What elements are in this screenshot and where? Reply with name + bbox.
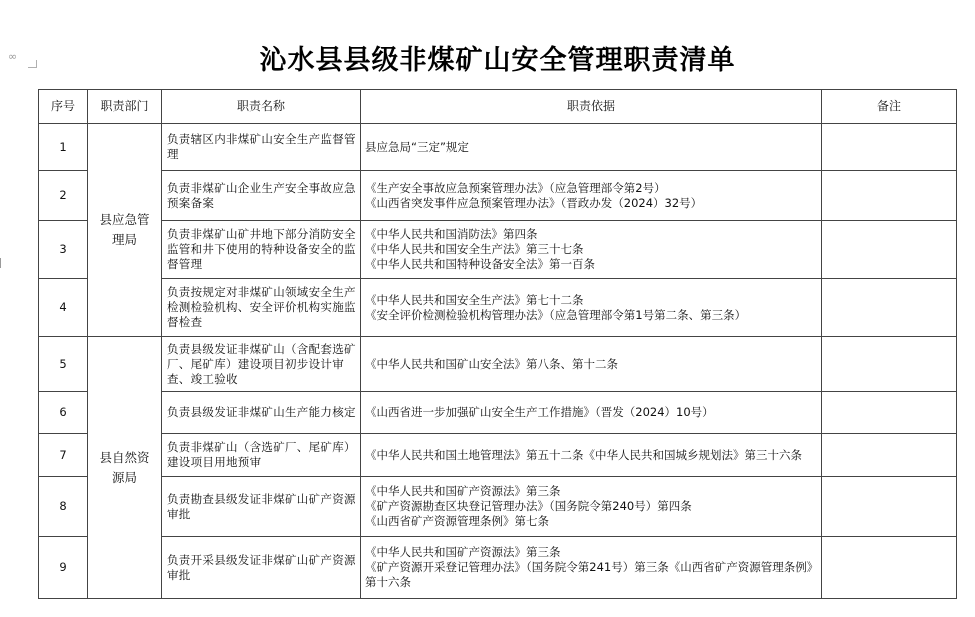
row-duty-name: 负责县级发证非煤矿山（含配套选矿厂、尾矿库）建设项目初步设计审查、竣工验收 (162, 337, 361, 392)
row-duty-name: 负责非煤矿山（含选矿厂、尾矿库）建设项目用地预审 (162, 434, 361, 477)
basis-line: 《矿产资源勘查区块登记管理办法》（国务院令第240号）第四条 (365, 499, 692, 513)
basis-line: 《山西省突发事件应急预案管理办法》（晋政办发（2024）32号） (365, 195, 703, 210)
row-basis (361, 337, 822, 392)
row-remark (822, 124, 957, 171)
row-duty-name: 负责开采县级发证非煤矿山矿产资源审批 (162, 537, 361, 599)
table-row (39, 477, 957, 537)
row-seq: 9 (39, 537, 88, 599)
row-basis (361, 221, 822, 279)
row-duty-name: 负责勘查县级发证非煤矿山矿产资源审批 (162, 477, 361, 537)
basis-line: 《山西省矿产资源管理条例》第七条 (365, 514, 549, 528)
row-remark (822, 392, 957, 434)
row-duty-name: 负责按规定对非煤矿山领域安全生产检测检验机构、安全评价机构实施监督检查 (162, 279, 361, 337)
row-basis (361, 171, 822, 221)
row-duty-name: 负责县级发证非煤矿山生产能力核定 (162, 392, 361, 434)
page-edge-mark (0, 258, 5, 268)
basis-line: 《中华人民共和国土地管理法》第五十二条《中华人民共和国城乡规划法》第三十六条 (365, 447, 802, 462)
row-basis (361, 537, 822, 599)
basis-line: 《中华人民共和国安全生产法》第三十七条 (365, 242, 584, 256)
header-seq: 序号 (39, 90, 88, 124)
row-seq: 1 (39, 124, 88, 171)
table-row (39, 221, 957, 279)
basis-line: 《中华人民共和国矿山安全法》第八条、第十二条 (365, 356, 618, 371)
row-remark (822, 434, 957, 477)
row-remark (822, 171, 957, 221)
row-seq: 4 (39, 279, 88, 337)
basis-line: 《中华人民共和国矿产资源法》第三条 (365, 545, 561, 559)
duty-list-table (38, 89, 957, 599)
row-basis (361, 434, 822, 477)
row-remark (822, 477, 957, 537)
row-seq: 3 (39, 221, 88, 279)
row-remark (822, 221, 957, 279)
basis-line: 《山西省进一步加强矿山安全生产工作措施》（晋发（2024）10号） (365, 405, 714, 419)
basis-line: 《中华人民共和国矿产资源法》第三条 (365, 484, 561, 498)
table-row (39, 434, 957, 477)
basis-line: 《矿产资源开采登记管理办法》（国务院令第241号）第三条《山西省矿产资源管理条例》第十六条 (365, 560, 813, 589)
table-row (39, 392, 957, 434)
header-name: 职责名称 (162, 90, 361, 124)
row-remark (822, 337, 957, 392)
table-header-row (39, 90, 957, 124)
row-duty-name: 负责非煤矿山矿井地下部分消防安全监管和井下使用的特种设备安全的监督管理 (162, 221, 361, 279)
row-duty-name: 负责非煤矿山企业生产安全事故应急预案备案 (162, 171, 361, 221)
header-dept: 职责部门 (88, 90, 162, 124)
basis-line: 县应急局“三定”规定 (365, 139, 469, 154)
row-seq: 5 (39, 337, 88, 392)
dept-resources-label: 县自然资源局 (99, 449, 150, 485)
row-seq: 6 (39, 392, 88, 434)
table-row (39, 537, 957, 599)
row-basis (361, 477, 822, 537)
dept-emergency-label: 县应急管理局 (99, 212, 150, 247)
page-marker-glyph: ∞ (8, 50, 18, 63)
dept-resources (88, 337, 162, 599)
row-remark (822, 279, 957, 337)
row-basis (361, 124, 822, 171)
row-basis (361, 279, 822, 337)
basis-line: 《生产安全事故应急预案管理办法》（应急管理部令第2号） (365, 180, 666, 195)
table-row (39, 124, 957, 171)
basis-line: 《中华人民共和国消防法》第四条 (365, 227, 538, 241)
row-basis (361, 392, 822, 434)
row-remark (822, 537, 957, 599)
basis-line: 《安全评价检测检验机构管理办法》（应急管理部令第1号第二条、第三条） (365, 307, 747, 322)
table-row (39, 171, 957, 221)
header-remark: 备注 (822, 90, 957, 124)
basis-line: 《中华人民共和国特种设备安全法》第一百条 (365, 257, 595, 271)
row-seq: 8 (39, 477, 88, 537)
table-row (39, 337, 957, 392)
row-seq: 7 (39, 434, 88, 477)
basis-line: 《中华人民共和国安全生产法》第七十二条 (365, 292, 584, 307)
header-basis: 职责依据 (361, 90, 822, 124)
row-duty-name: 负责辖区内非煤矿山安全生产监督管理 (162, 124, 361, 171)
dept-emergency (88, 124, 162, 337)
document-title: 沁水县县级非煤矿山安全管理职责清单 (259, 45, 736, 76)
row-seq: 2 (39, 171, 88, 221)
table-row (39, 279, 957, 337)
